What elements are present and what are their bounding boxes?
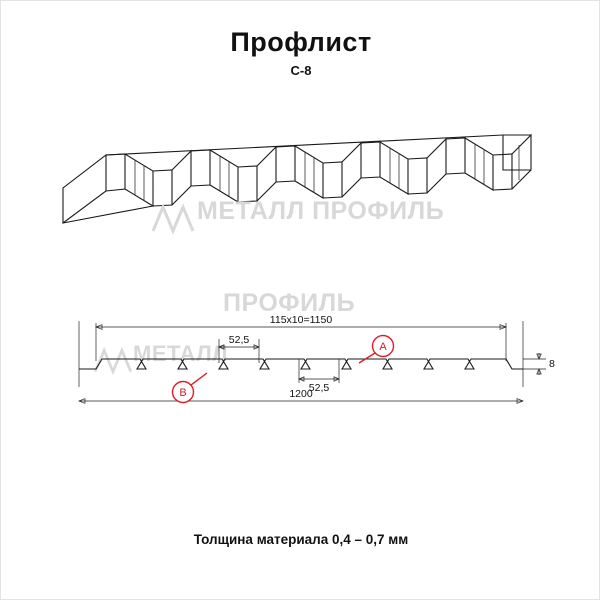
- dimension-pitch-total-label: 115х10=1150: [269, 314, 333, 326]
- dimension-profile-height: [537, 353, 555, 375]
- dimension-rib-top: [219, 334, 259, 349]
- watermark-text-3: МЕТАЛЛ: [133, 341, 229, 366]
- dimension-rib-top-label: 52,5: [228, 334, 250, 346]
- isometric-profile-svg: [41, 93, 561, 258]
- watermark-text-2: ПРОФИЛЬ: [223, 289, 356, 317]
- profile-model-label: С-8: [290, 63, 312, 78]
- iso-sheet-geometry: [63, 135, 531, 223]
- callout-a-label: A: [379, 341, 387, 353]
- material-thickness-note: Толщина материала 0,4 – 0,7 мм: [193, 532, 409, 547]
- section-profile-view: [41, 301, 561, 421]
- dimension-overall-width-label: 1200: [289, 388, 313, 400]
- dimension-profile-height-label: 8: [549, 358, 555, 370]
- callout-b-label: B: [179, 387, 187, 399]
- isometric-profile-view: [41, 93, 561, 258]
- watermark-text-1: МЕТАЛЛ ПРОФИЛЬ: [197, 197, 445, 225]
- corrugated-section-outline: [79, 359, 523, 372]
- extension-lines: [79, 321, 546, 387]
- dimension-overall-width: [79, 388, 523, 403]
- dimension-rib-bottom-label: 52,5: [308, 382, 330, 394]
- callout-b: [173, 373, 208, 403]
- dimension-pitch-total: [96, 314, 506, 329]
- section-profile-svg: [41, 301, 561, 421]
- page-title: Профлист: [230, 27, 372, 57]
